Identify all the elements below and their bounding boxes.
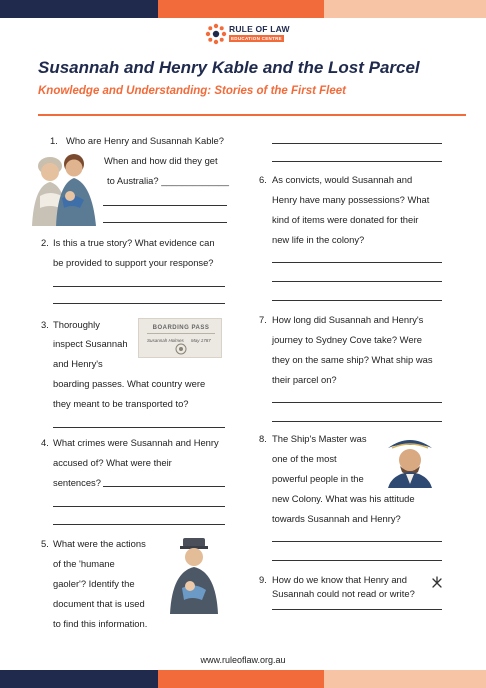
- q5-line-3: gaoler'? Identify the: [53, 578, 135, 589]
- footer-website: www.ruleoflaw.org.au: [200, 655, 286, 665]
- gaoler-illustration: [164, 536, 222, 614]
- q8-answer-line[interactable]: [272, 560, 442, 561]
- title-divider: [38, 114, 466, 116]
- q7-answer-line[interactable]: [272, 402, 442, 403]
- q3-answer-line[interactable]: [53, 427, 225, 428]
- q3-line-5: they meant to be transported to?: [53, 398, 189, 409]
- bottom-color-band: [0, 670, 486, 688]
- q8-line-5: towards Susannah and Henry?: [272, 513, 401, 524]
- q6-answer-line[interactable]: [272, 300, 442, 301]
- q5-line-4: document that is used: [53, 598, 145, 609]
- q9-answer-line[interactable]: [272, 609, 442, 610]
- q9-line-1: How do we know that Henry and: [272, 574, 407, 585]
- boarding-pass-rule: [147, 333, 215, 334]
- q8-line-2: one of the most: [272, 453, 337, 464]
- q6-number: 6.: [259, 174, 267, 185]
- q5-answer-line[interactable]: [272, 161, 442, 162]
- q4-line-1: What crimes were Susannah and Henry: [53, 437, 219, 448]
- q1-line-1: Who are Henry and Susannah Kable?: [66, 135, 224, 146]
- q9-number: 9.: [259, 574, 267, 585]
- band-peach: [324, 0, 486, 18]
- rule-of-law-logo: [205, 22, 290, 46]
- logo-title: RULE OF LAW: [229, 24, 290, 34]
- boarding-pass-date: May 1787: [191, 338, 211, 343]
- page-title: Susannah and Henry Kable and the Lost Parcel: [38, 58, 420, 77]
- boarding-pass-image: [138, 318, 222, 358]
- q4-answer-line[interactable]: [53, 524, 225, 525]
- page-subtitle: Knowledge and Understanding: Stories of the First Fleet: [38, 85, 346, 97]
- ships-master-illustration: [382, 432, 438, 488]
- band-orange: [158, 0, 324, 18]
- q3-line-1: Thoroughly: [53, 319, 100, 330]
- q6-answer-line[interactable]: [272, 281, 442, 282]
- kable-family-illustration: [26, 146, 100, 226]
- logo-icon: [205, 23, 227, 45]
- q7-line-1: How long did Susannah and Henry's: [272, 314, 424, 325]
- q7-line-4: their parcel on?: [272, 374, 337, 385]
- q3-line-4: boarding passes. What country were: [53, 378, 206, 389]
- q3-line-3: and Henry's: [53, 358, 103, 369]
- boarding-pass-seal-icon: [175, 343, 187, 355]
- q1-answer-line[interactable]: [103, 205, 227, 206]
- q6-line-4: new life in the colony?: [272, 234, 365, 245]
- q2-line-1: Is this a true story? What evidence can: [53, 237, 215, 248]
- q6-line-1: As convicts, would Susannah and: [272, 174, 413, 185]
- q7-answer-line[interactable]: [272, 421, 442, 422]
- band-navy: [0, 0, 158, 18]
- q1-line-2: When and how did they get: [104, 155, 218, 166]
- band-navy: [0, 670, 158, 688]
- q7-line-2: journey to Sydney Cove take? Were: [272, 334, 422, 345]
- q6-line-2: Henry have many possessions? What: [272, 194, 430, 205]
- q8-line-1: The Ship's Master was: [272, 433, 367, 444]
- q7-line-3: they on the same ship? What ship was: [272, 354, 433, 365]
- q1-line-3: to Australia? _____________: [107, 175, 229, 186]
- q2-answer-line[interactable]: [53, 303, 225, 304]
- boarding-pass-label: BOARDING PASS: [152, 325, 210, 331]
- q8-number: 8.: [259, 433, 267, 444]
- q8-answer-line[interactable]: [272, 541, 442, 542]
- q4-number: 4.: [41, 437, 49, 448]
- q4-line-2: accused of? What were their: [53, 457, 172, 468]
- q9-line-2: Susannah could not read or write?: [272, 588, 415, 599]
- band-peach: [324, 670, 486, 688]
- q2-answer-line[interactable]: [53, 286, 225, 287]
- logo-subtitle: EDUCATION CENTRE: [231, 36, 282, 41]
- q5-number: 5.: [41, 538, 49, 549]
- q6-answer-line[interactable]: [272, 262, 442, 263]
- signature-mark-icon: [430, 576, 444, 590]
- q7-number: 7.: [259, 314, 267, 325]
- band-orange: [158, 670, 324, 688]
- q4-answer-line[interactable]: [103, 486, 225, 487]
- q8-line-3: powerful people in the: [272, 473, 364, 484]
- q4-answer-line[interactable]: [53, 506, 225, 507]
- q1-number: 1.: [50, 135, 58, 146]
- q4-line-3: sentences?: [53, 477, 101, 488]
- q5-answer-line[interactable]: [272, 143, 442, 144]
- boarding-pass-name: Susannah Holmes: [147, 338, 184, 343]
- q3-number: 3.: [41, 319, 49, 330]
- q5-line-1: What were the actions: [53, 538, 146, 549]
- q1-answer-line[interactable]: [103, 222, 227, 223]
- q6-line-3: kind of items were donated for their: [272, 214, 419, 225]
- q3-line-2: inspect Susannah: [53, 338, 128, 349]
- q2-number: 2.: [41, 237, 49, 248]
- q5-line-5: to find this information.: [53, 618, 148, 629]
- top-color-band: [0, 0, 486, 18]
- q5-line-2: of the 'humane: [53, 558, 115, 569]
- q8-line-4: new Colony. What was his attitude: [272, 493, 415, 504]
- q2-line-2: be provided to support your response?: [53, 257, 214, 268]
